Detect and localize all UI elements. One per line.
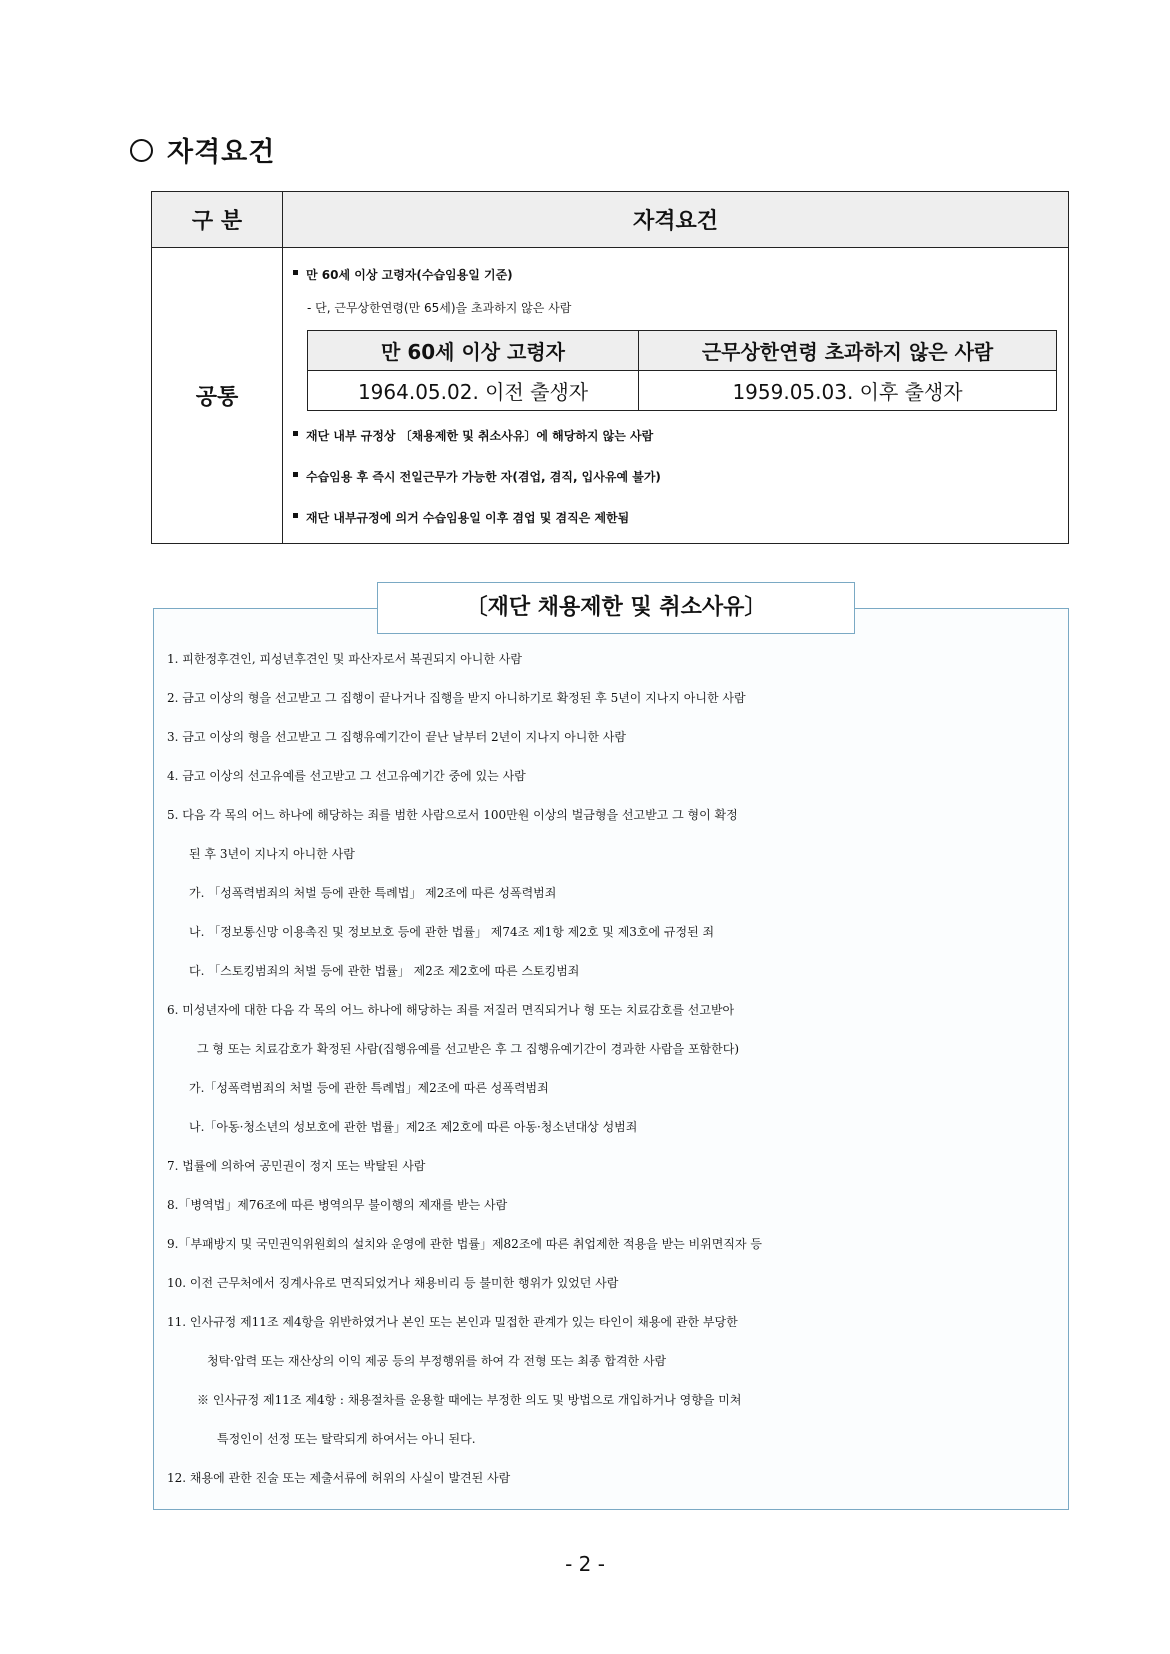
requirements-header: 자격요건 xyxy=(283,192,1069,248)
restriction-box-title: 〔재단 채용제한 및 취소사유〕 xyxy=(377,582,855,634)
square-bullet-icon xyxy=(293,431,298,436)
requirement-item xyxy=(293,419,1060,453)
requirement-text: 재단 내부 규정상 〔채용제한 및 취소사유〕에 해당하지 않는 사람 xyxy=(306,429,654,443)
restriction-line: 5. 다음 각 목의 어느 하나에 해당하는 죄를 범한 사람으로서 100만원 이상의 벌금형을 선고받고 그 형이 확정 xyxy=(167,808,738,822)
requirement-item xyxy=(293,501,1060,535)
restriction-line: 12. 채용에 관한 진술 또는 제출서류에 허위의 사실이 발견된 사람 xyxy=(167,1471,511,1485)
age-table xyxy=(307,330,1057,411)
circle-bullet-icon xyxy=(130,139,153,162)
restriction-note: ※ 인사규정 제11조 제4항 : 채용절차를 운용할 때에는 부정한 의도 및 방법으로 개입하거나 영향을 미쳐 xyxy=(197,1393,742,1407)
restriction-subitem: 나. 「정보통신망 이용촉진 및 정보보호 등에 관한 법률」 제74조 제1항 제2호 및 제3호에 규정된 죄 xyxy=(189,925,715,939)
restriction-note: 특정인이 선정 또는 탈락되게 하여서는 아니 된다. xyxy=(217,1432,476,1446)
restriction-line: 4. 금고 이상의 선고유예를 선고받고 그 선고유예기간 중에 있는 사람 xyxy=(167,769,526,783)
age-header-right: 근무상한연령 초과하지 않은 사람 xyxy=(639,331,1057,371)
requirements-table xyxy=(151,191,1069,544)
page-number: - 2 - xyxy=(565,1552,605,1576)
restriction-list xyxy=(167,640,1067,1498)
restriction-subitem: 가. 「성폭력범죄의 처벌 등에 관한 특례법」 제2조에 따른 성폭력범죄 xyxy=(189,886,557,900)
age-value-left: 1964.05.02. 이전 출생자 xyxy=(308,371,639,411)
restriction-line: 1. 피한정후견인, 피성년후견인 및 파산자로서 복권되지 아니한 사람 xyxy=(167,652,522,666)
restriction-line: 3. 금고 이상의 형을 선고받고 그 집행유예기간이 끝난 날부터 2년이 지나지 아니한 사람 xyxy=(167,730,626,744)
restriction-line: 10. 이전 근무처에서 징계사유로 면직되었거나 채용비리 등 불미한 행위가 있었던 사람 xyxy=(167,1276,619,1290)
restriction-line: 11. 인사규정 제11조 제4항을 위반하였거나 본인 또는 본인과 밀접한 관계가 있는 타인이 채용에 관한 부당한 xyxy=(167,1315,738,1329)
age-value-right: 1959.05.03. 이후 출생자 xyxy=(639,371,1057,411)
requirement-item xyxy=(293,460,1060,494)
restriction-subitem: 가.「성폭력범죄의 처벌 등에 관한 특례법」제2조에 따른 성폭력범죄 xyxy=(189,1081,549,1095)
restriction-line: 6. 미성년자에 대한 다음 각 목의 어느 하나에 해당하는 죄를 저질러 면직되거나 형 또는 치료감호를 선고받아 xyxy=(167,1003,735,1017)
category-cell: 공통 xyxy=(152,248,283,544)
section-heading-text: 자격요건 xyxy=(167,137,276,168)
restriction-subitem: 나.「아동·청소년의 성보호에 관한 법률」제2조 제2호에 따른 아동·청소년대상 성범죄 xyxy=(189,1120,638,1134)
requirement-text: 만 60세 이상 고령자(수습임용일 기준) xyxy=(306,268,513,282)
restriction-line: 2. 금고 이상의 형을 선고받고 그 집행이 끝나거나 집행을 받지 아니하기로 확정된 후 5년이 지나지 아니한 사람 xyxy=(167,691,746,705)
square-bullet-icon xyxy=(293,513,298,518)
restriction-line: 그 형 또는 치료감호가 확정된 사람(집행유예를 선고받은 후 그 집행유예기간이 경과한 사람을 포함한다) xyxy=(197,1042,740,1056)
restriction-line: 9.「부패방지 및 국민권익위원회의 설치와 운영에 관한 법률」제82조에 따른 취업제한 적용을 받는 비위면직자 등 xyxy=(167,1237,762,1251)
restriction-subitem: 다. 「스토킹범죄의 처벌 등에 관한 법률」 제2조 제2호에 따른 스토킹범죄 xyxy=(189,964,580,978)
requirement-note: - 단, 근무상한연령(만 65세)을 초과하지 않은 사람 xyxy=(307,301,572,315)
square-bullet-icon xyxy=(293,270,298,275)
restriction-line: 청탁·압력 또는 재산상의 이익 제공 등의 부정행위를 하여 각 전형 또는 최종 합격한 사람 xyxy=(207,1354,667,1368)
section-heading xyxy=(130,130,275,169)
requirements-cell xyxy=(283,248,1069,544)
requirement-text: 재단 내부규정에 의거 수습임용일 이후 겸업 및 겸직은 제한됨 xyxy=(306,511,630,525)
category-header: 구 분 xyxy=(152,192,283,248)
square-bullet-icon xyxy=(293,472,298,477)
requirement-text: 수습임용 후 즉시 전일근무가 가능한 자(겸업, 겸직, 입사유예 불가) xyxy=(306,470,661,484)
restriction-line: 된 후 3년이 지나지 아니한 사람 xyxy=(189,847,355,861)
age-header-left: 만 60세 이상 고령자 xyxy=(308,331,639,371)
restriction-line: 8.「병역법」제76조에 따른 병역의무 불이행의 제재를 받는 사람 xyxy=(167,1198,508,1212)
restriction-line: 7. 법률에 의하여 공민권이 정지 또는 박탈된 사람 xyxy=(167,1159,426,1173)
requirement-item xyxy=(293,258,1060,292)
